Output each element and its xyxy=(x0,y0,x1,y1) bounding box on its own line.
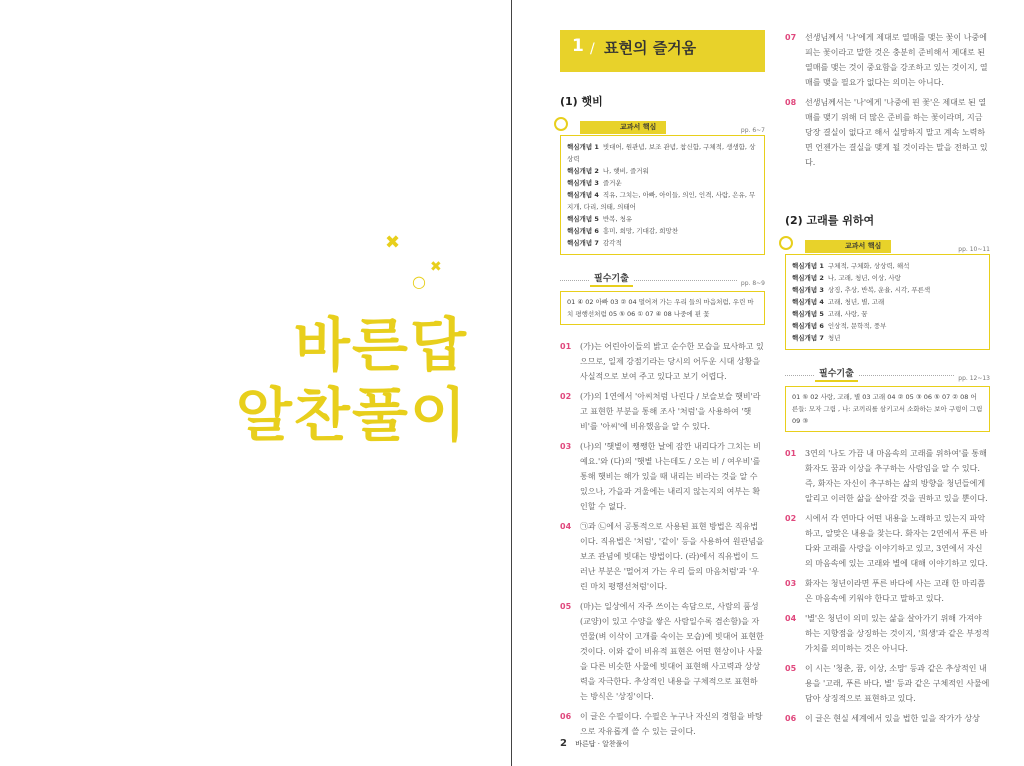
list-item: 03 (나)의 '햇볕이 쨍쨍한 날에 잠깐 내리다가 그치는 비예요.'와 (다)의 '햇볕 나는데도 / 오는 비 / 여우비'를 통해 햇비는 해가 있을 때 내리는 비라는 것을 알 수 있으나, 가을과 겨울에는 내리지 않는지의 여부는 확인할 수 없다. xyxy=(560,442,761,511)
list-item: 06 이 글은 수필이다. 수필은 누구나 자신의 경험을 바탕으로 자유롭게 쓸 수 있는 글이다. xyxy=(560,712,763,736)
answer-box: 01 ⑤ 02 사랑, 고래, 별 03 고래 04 ② 05 ③ 06 ⑤ 07 ② 08 어른들: 모자 그림 , 나: 코끼리를 삼키고서 소화하는 보아 구렁이 그림 09 ③ xyxy=(785,386,990,432)
core-tag: 교과서 핵심 xyxy=(580,121,666,134)
footer-label: 바른답 · 알찬풀이 xyxy=(575,740,630,748)
core-item: 핵심개념 4 고래, 청년, 별, 고래 xyxy=(792,298,885,306)
exam-header xyxy=(785,368,990,382)
core-box-header xyxy=(785,240,990,254)
cross-icon: ✖ xyxy=(385,232,401,253)
section-title: (2) 고래를 위하여 xyxy=(785,214,875,227)
core-item: 핵심개념 7 감각적 xyxy=(567,239,622,247)
unit-title: 표현의 즐거움 xyxy=(604,39,697,57)
right-column xyxy=(785,30,990,731)
core-item: 핵심개념 7 청년 xyxy=(792,334,841,342)
exam-label: 필수기출 xyxy=(815,368,858,382)
core-item: 핵심개념 5 반복, 청유 xyxy=(567,215,633,223)
cover-title xyxy=(228,310,468,450)
core-item: 핵심개념 2 나, 햇비, 즐거워 xyxy=(567,167,649,175)
core-box-header xyxy=(560,121,765,135)
list-item: 08 선생님께서는 '나'에게 '나중에 핀 꽃'은 제대로 된 열매를 맺기 위해 더 많은 준비를 하는 꽃이라며, 지금 당장 결실이 없다고 해서 실망하지 말고 계속 노력하면 언젠가는 결실을 맺게 될 것이라는 말을 전하고 있다. xyxy=(785,98,988,167)
slash-icon: / xyxy=(590,41,595,57)
cover-title-line1: 바른답 xyxy=(293,311,468,379)
section-title: (1) 햇비 xyxy=(560,95,603,108)
magnifier-icon xyxy=(779,236,793,250)
page-ref: pp. 12~13 xyxy=(955,371,990,386)
core-item: 핵심개념 1 빗대어, 원관념, 보조 관념, 참신함, 구체적, 생생함, 상상력 xyxy=(567,143,756,163)
page-number: 2 xyxy=(560,738,567,749)
list-item: 03 화자는 청년이라면 푸른 바다에 사는 고래 한 마리쯤은 마음속에 키워야 한다고 말하고 있다. xyxy=(785,579,986,603)
unit-header xyxy=(560,30,765,72)
list-item: 06 이 글은 현실 세계에서 있을 법한 일을 작가가 상상 xyxy=(785,714,980,723)
answer-box: 01 ④ 02 아빠 03 ② 04 멀어져 가는 우리 들의 마음처럼, 우린 마치 평행선처럼 05 ⑤ 06 ① 07 ④ 08 나중에 핀 꽃 xyxy=(560,291,765,325)
list-item: 02 (가)의 1연에서 '아씨처럼 나린다 / 보슬보슬 햇비'라고 표현한 부분을 통해 조사 '처럼'을 사용하여 '햇비'를 '아씨'에 비유했음을 알 수 있다. xyxy=(560,392,761,431)
cross-icon: ✖ xyxy=(430,259,442,275)
core-item: 핵심개념 6 흥미, 희망, 기대감, 희망찬 xyxy=(567,227,679,235)
core-item: 핵심개념 5 고래, 사랑, 꿈 xyxy=(792,310,868,318)
page-footer xyxy=(560,738,629,749)
circle-icon: ○ xyxy=(412,272,426,291)
list-item: 05 이 시는 '청춘, 꿈, 이상, 소망' 등과 같은 추상적인 내용을 '고래, 푸른 바다, 별' 등과 같은 구체적인 사물에 담아 상징적으로 표현하고 있다. xyxy=(785,664,990,703)
core-tag: 교과서 핵심 xyxy=(805,240,891,253)
page-divider xyxy=(511,0,512,766)
core-item: 핵심개념 1 구체적, 구체화, 상상력, 해석 xyxy=(792,262,910,270)
core-item: 핵심개념 3 상징, 추상, 반복, 운율, 시각, 푸른색 xyxy=(792,286,931,294)
core-concepts-box xyxy=(785,254,990,350)
core-item: 핵심개념 2 나, 고래, 청년, 이상, 사랑 xyxy=(792,274,901,282)
list-item: 05 (마)는 일상에서 자주 쓰이는 속담으로, 사람의 품성(교양)이 있고 수양을 쌓은 사람일수록 겸손함)을 자연물(벼 이삭이 고개를 숙이는 모습)에 빗대어 표현한 것이다. 이와 같이 비유적 표현은 어떤 현상이나 사물을 다른 비슷한 사물에 빗대어 표현해 사고력과 상상력을 자극한다. 추상적인 내용을 구체적으로 표현하는 방식은 '상징'이다. xyxy=(560,602,764,701)
cover-title-line2: 알찬풀이 xyxy=(235,381,468,449)
page-ref: pp. 6~7 xyxy=(740,127,765,134)
page-ref: pp. 8~9 xyxy=(738,276,765,291)
core-item: 핵심개념 6 인상적, 문학적, 풍부 xyxy=(792,322,887,330)
unit-number: 1 xyxy=(572,36,584,56)
magnifier-icon xyxy=(554,117,568,131)
exam-label: 필수기출 xyxy=(590,273,633,287)
list-item: 01 3연의 '나도 가끔 내 마음속의 고래를 위하여'를 통해 화자도 꿈과 이상을 추구하는 사람임을 알 수 있다. 즉, 화자는 자신이 추구하는 삶의 방향을 청년들에게 알리고 이러한 삶을 살아갈 것을 권하고 있을 뿐이다. xyxy=(785,449,988,503)
core-item: 핵심개념 3 즐거운 xyxy=(567,179,622,187)
list-item: 01 (가)는 어린아이들의 밝고 순수한 모습을 묘사하고 있으므로, 일제 강점기라는 당시의 어두운 시대 상황을 사실적으로 보여 주고 있다고 보기 어렵다. xyxy=(560,342,764,381)
left-column xyxy=(560,30,765,744)
page-ref: pp. 10~11 xyxy=(958,246,990,253)
list-item: 07 선생님께서 '나'에게 제대로 열매를 맺는 꽃이 나중에 피는 꽃이라고 말한 것은 충분히 준비해서 제대로 된 열매를 맺는 것이 중요함을 강조하고 있는 것이지, 열매를 맺을 필요가 없다는 의미는 아니다. xyxy=(785,33,988,87)
list-item: 02 시에서 각 연마다 어떤 내용을 노래하고 있는지 파악하고, 알맞은 내용을 찾는다. 화자는 2연에서 푸른 바다와 고래를 사랑을 이야기하고 있고, 3연에서 자신의 마음속에 있는 고래와 별에 대해 이야기하고 있다. xyxy=(785,514,988,568)
list-item: 04 '별'은 청년이 의미 있는 삶을 살아가기 위해 가져야 하는 지향점을 상징하는 것이지, '희생'과 같은 부정적 가치를 의미하는 것은 아니다. xyxy=(785,614,990,653)
exam-header xyxy=(560,273,765,287)
list-item: 04 ㉠과 ㉡에서 공통적으로 사용된 표현 방법은 직유법이다. 직유법은 '처럼', '같이' 등을 사용하여 원관념을 보조 관념에 빗대는 방법이다. (라)에서 직유법이 드러난 부분은 '멀어져 가는 우리 들의 마음처럼'과 '우린 마치 평행선처럼'이다. xyxy=(560,522,764,591)
core-concepts-box xyxy=(560,135,765,255)
core-item: 핵심개념 4 직유, 그치는, 아빠, 아이들, 의인, 인격, 사람, 은유, 무지개, 다리, 의태, 의태어 xyxy=(567,191,756,211)
